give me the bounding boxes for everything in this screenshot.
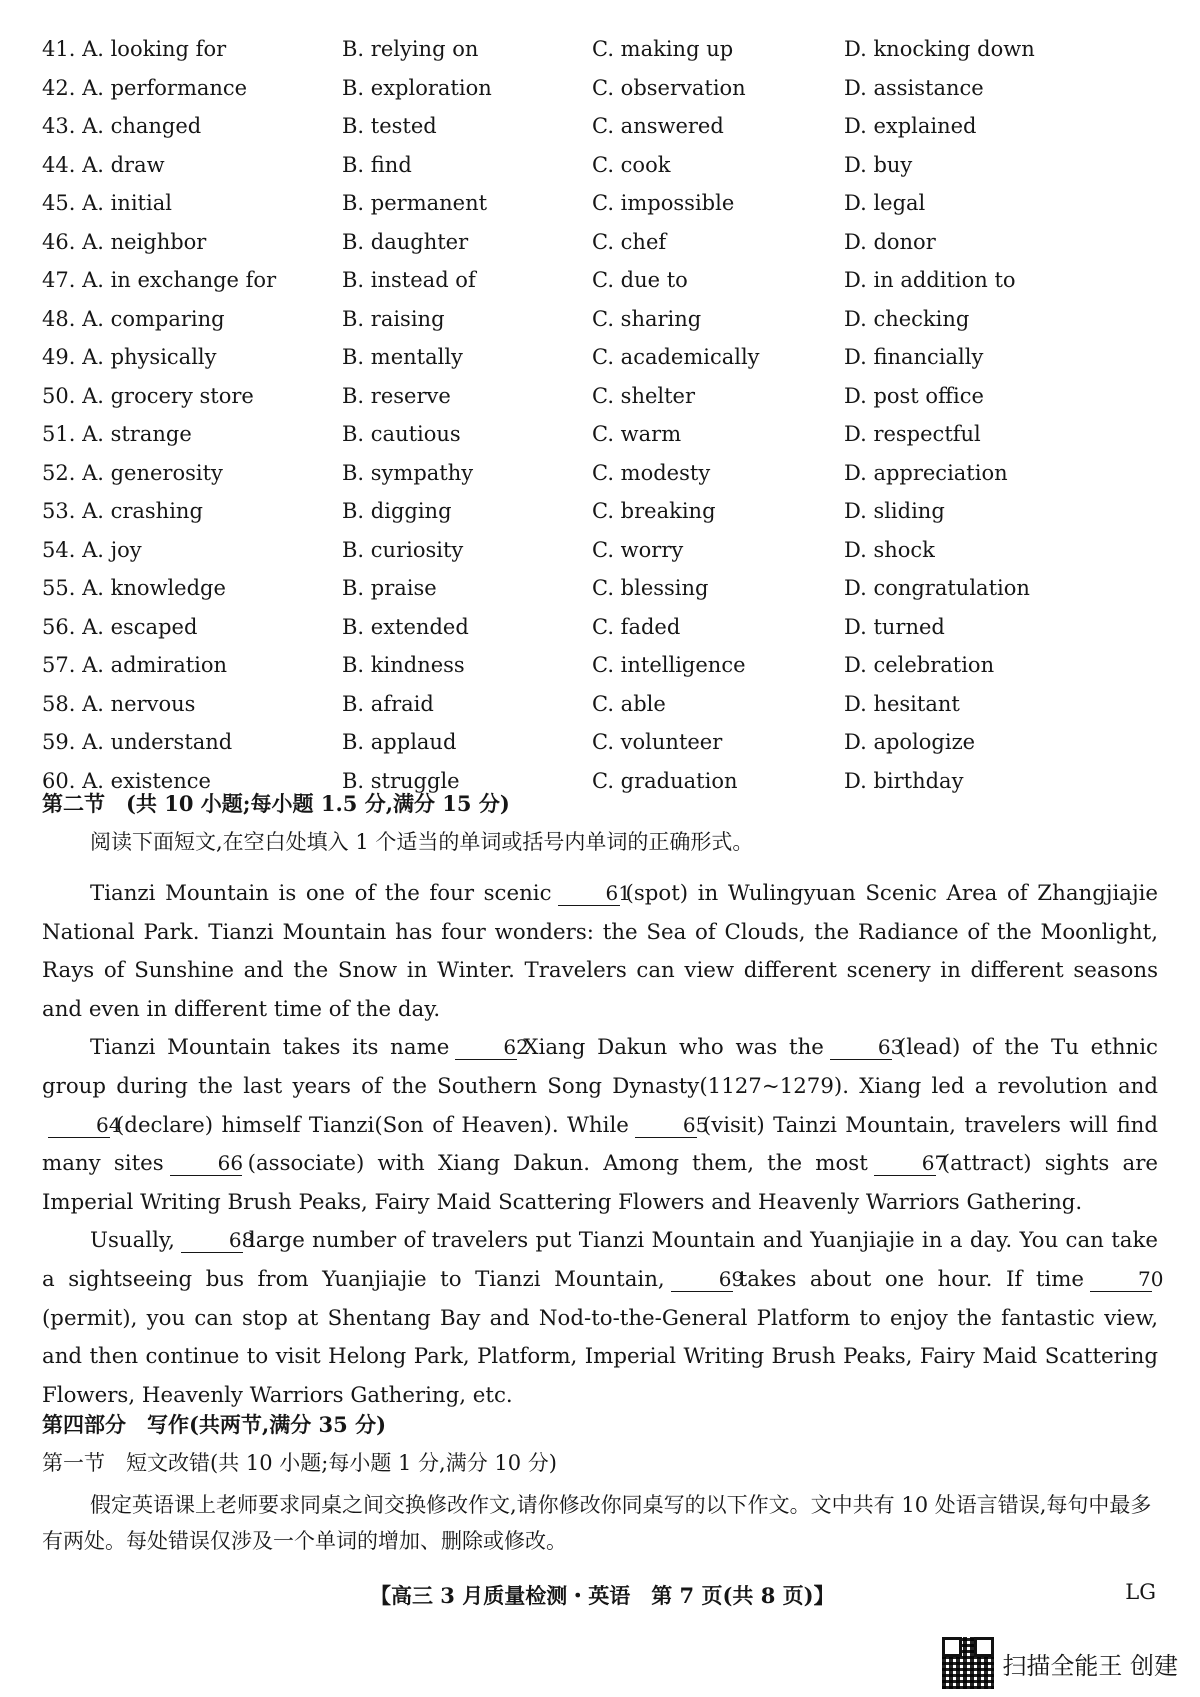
option-b: B. afraid [342,691,434,716]
option-row [42,184,1162,223]
passage-text: Tianzi Mountain takes its name [90,1035,450,1061]
option-d: D. in addition to [844,268,1016,293]
option-row [42,723,1162,762]
section2-heading: 第二节 (共 10 小题;每小题 1.5 分,满分 15 分) [42,791,510,816]
part4-section1-heading: 第一节 短文改错(共 10 小题;每小题 1 分,满分 10 分) [42,1451,557,1475]
option-d: D. post office [844,383,984,408]
blank-61: 61 [558,881,620,906]
passage-text: (permit), you can stop at Shentang Bay and Nod-to-the-General Platform to enjoy the fantastic view, and then continue to visit Helong Park, Platform, Imperial Writing Brush Peaks, Fairy Maid Scattering Flowers, Heavenly Warriors Gathering, etc. [42,1305,1158,1408]
blank-69: 69 [671,1267,733,1292]
option-c: C. blessing [592,576,709,601]
option-c: C. making up [592,37,734,62]
option-a: 48. A. comparing [42,306,225,331]
option-a: 41. A. looking for [42,37,227,62]
option-d: D. respectful [844,422,981,447]
option-b: B. extended [342,614,469,639]
option-d: D. hesitant [844,691,960,716]
option-c: C. modesty [592,460,711,485]
option-row [42,261,1162,300]
option-a: 55. A. knowledge [42,576,226,601]
option-d: D. shock [844,537,935,562]
passage-text: Usually, [90,1228,175,1254]
qr-code-icon [942,1637,994,1689]
option-b: B. digging [342,499,452,524]
option-a: 53. A. crashing [42,499,203,524]
option-a: 50. A. grocery store [42,383,254,408]
passage-text: (declare) himself Tianzi(Son of Heaven). While [116,1112,629,1138]
option-d: D. sliding [844,499,945,524]
option-b: B. exploration [342,75,492,100]
option-b: B. reserve [342,383,451,408]
option-d: D. congratulation [844,576,1030,601]
passage-text: takes about one hour. If time [738,1266,1084,1292]
passage-paragraph-3 [42,1222,1164,1415]
passage-text: (spot) in Wulingyuan Scenic Area of Zhangjiajie National Park. Tianzi Mountain has four wonders: the Sea of Clouds, the Radiance of the Moonlight, Rays of Sunshine and the Snow in Winter. Travelers can view different scenery in different seasons and even in different time of the day. [42,881,1158,1022]
option-a: 49. A. physically [42,345,217,370]
option-c: C. able [592,691,666,716]
options-table [42,30,1162,800]
reading-passage [42,875,1164,1415]
blank-67: 67 [874,1151,936,1176]
blank-65: 65 [635,1113,697,1138]
option-row [42,69,1162,108]
option-b: B. applaud [342,730,457,755]
option-row [42,223,1162,262]
option-d: D. donor [844,229,936,254]
option-c: C. sharing [592,306,702,331]
option-d: D. knocking down [844,37,1035,62]
option-a: 60. A. existence [42,768,211,793]
option-a: 59. A. understand [42,730,233,755]
blank-63: 63 [830,1035,892,1060]
option-row [42,338,1162,377]
option-c: C. warm [592,422,682,447]
option-c: C. graduation [592,768,738,793]
option-a: 42. A. performance [42,75,248,100]
option-c: C. breaking [592,499,716,524]
option-row [42,377,1162,416]
blank-70: 70 [1090,1267,1152,1292]
option-c: C. due to [592,268,688,293]
option-c: C. volunteer [592,730,723,755]
passage-text: Xiang Dakun who was the [523,1035,824,1061]
option-a: 56. A. escaped [42,614,198,639]
option-b: B. tested [342,114,437,139]
option-d: D. legal [844,191,926,216]
option-c: C. observation [592,75,746,100]
option-row [42,146,1162,185]
option-row [42,531,1162,570]
option-b: B. find [342,152,412,177]
option-d: D. birthday [844,768,964,793]
paper-code: LG [1125,1580,1156,1604]
passage-text: (visit) Tainzi Mountain, travelers will find many sites [42,1112,1159,1177]
option-b: B. daughter [342,229,469,254]
option-d: D. apologize [844,730,976,755]
option-b: B. sympathy [342,460,474,485]
option-d: D. assistance [844,75,984,100]
option-row [42,646,1162,685]
option-row [42,492,1162,531]
blank-66: 66 [170,1151,242,1176]
option-b: B. cautious [342,422,461,447]
option-a: 58. A. nervous [42,691,196,716]
option-a: 43. A. changed [42,114,202,139]
option-c: C. shelter [592,383,696,408]
blank-64: 64 [48,1113,110,1138]
option-c: C. faded [592,614,681,639]
option-a: 51. A. strange [42,422,192,447]
option-b: B. relying on [342,37,479,62]
option-d: D. checking [844,306,970,331]
option-a: 57. A. admiration [42,653,228,678]
option-row [42,685,1162,724]
option-d: D. buy [844,152,913,177]
passage-text: (lead) of the Tu ethnic group during the last years of the Southern Song Dynasty(1127~1279). Xiang led a revolution and [42,1035,1158,1099]
option-b: B. raising [342,306,445,331]
part4-heading: 第四部分 写作(共两节,满分 35 分) [42,1412,387,1437]
option-c: C. chef [592,229,667,254]
option-c: C. academically [592,345,760,370]
option-c: C. impossible [592,191,735,216]
option-a: 54. A. joy [42,537,142,562]
option-c: C. intelligence [592,653,746,678]
passage-text: (attract) sights are Imperial Writing Brush Peaks, Fairy Maid Scattering Flowers and Heavenly Warriors Gathering. [42,1151,1158,1215]
option-row [42,454,1162,493]
option-b: B. struggle [342,768,460,793]
option-a: 52. A. generosity [42,460,223,485]
option-b: B. instead of [342,268,476,293]
option-b: B. kindness [342,653,465,678]
part4-instruction-block [42,1487,1158,1559]
option-b: B. praise [342,576,437,601]
passage-paragraph-2 [42,1029,1158,1222]
passage-text: Tianzi Mountain is one of the four scenic [90,881,552,906]
option-c: C. answered [592,114,724,139]
part4-instruction: 假定英语课上老师要求同桌之间交换修改作文,请你修改你同桌写的以下作文。文中共有 10 处语言错误,每句中最多有两处。每处错误仅涉及一个单词的增加、删除或修改。 [42,1493,1152,1553]
option-row [42,300,1162,339]
option-c: C. worry [592,537,684,562]
option-a: 45. A. initial [42,191,172,216]
passage-text: (associate) with Xiang Dakun. Among them, the most [247,1151,868,1177]
option-d: D. explained [844,114,977,139]
passage-paragraph-1 [42,875,1158,1029]
option-row [42,608,1162,647]
option-b: B. curiosity [342,537,464,562]
option-b: B. mentally [342,345,463,370]
option-row [42,30,1162,69]
passage-text: large number of travelers put Tianzi Mountain and Yuanjiajie in a day. You can take a sightseeing bus from Yuanjiajie to Tianzi Mountain, [42,1228,1158,1292]
watermark-text: 扫描全能王 创建 [1002,1651,1178,1680]
option-a: 47. A. in exchange for [42,268,277,293]
scanner-watermark [942,1637,1178,1689]
option-a: 46. A. neighbor [42,229,207,254]
option-c: C. cook [592,152,671,177]
option-d: D. turned [844,614,945,639]
section2-instruction: 阅读下面短文,在空白处填入 1 个适当的单词或括号内单词的正确形式。 [90,830,754,854]
option-d: D. appreciation [844,460,1008,485]
option-d: D. celebration [844,653,995,678]
option-row [42,415,1162,454]
option-b: B. permanent [342,191,488,216]
option-d: D. financially [844,345,984,370]
option-row [42,569,1162,608]
option-a: 44. A. draw [42,152,165,177]
page-footer: 【高三 3 月质量检测・英语 第 7 页(共 8 页)】 [370,1583,835,1608]
option-row [42,107,1162,146]
blank-68: 68 [181,1228,243,1253]
blank-62: 62 [455,1035,517,1060]
